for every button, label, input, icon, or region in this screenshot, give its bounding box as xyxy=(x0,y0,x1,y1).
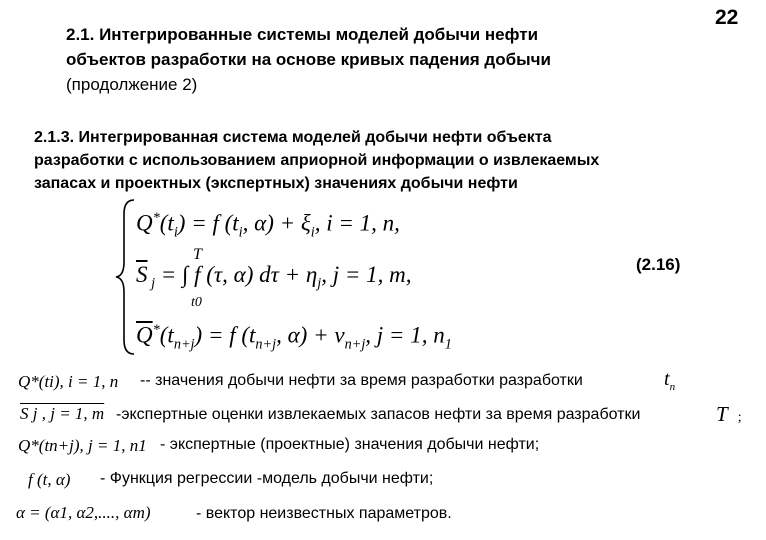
subtitle-line-2: разработки с использованием априорной информации о извлекаемых xyxy=(34,152,600,169)
legend-4-text: - Функция регрессии -модель добычи нефти; xyxy=(100,470,434,487)
subtitle-line-3: запасах и проектных (экспертных) значениях добычи нефти xyxy=(34,175,518,192)
legend-1-text: -- значения добычи нефти за время разработки разработки xyxy=(140,372,583,389)
legend-1-formula: Q*(ti), i = 1, n xyxy=(18,372,119,391)
legend-2-tail: T ; xyxy=(716,402,742,426)
equation-1: $Q^*(t_i) = f$ ($t_i$, $\alpha) + \xi_i$, i = 1, n, xyxy=(136,210,400,241)
legend-2-text: -экспертные оценки извлекаемых запасов нефти за время разработки xyxy=(116,406,641,423)
legend-5-text: - вектор неизвестных параметров. xyxy=(196,505,452,522)
section-subtitle xyxy=(34,126,599,195)
legend-1-tail: $t_n$ xyxy=(664,368,676,393)
title-line-1: 2.1. Интегрированные системы моделей добычи нефти xyxy=(66,25,539,44)
title-line-3: (продолжение 2) xyxy=(66,75,198,94)
equation-number: (2.16) xyxy=(636,255,681,274)
page-number: 22 xyxy=(715,6,739,29)
legend-4-formula: f (t, α) xyxy=(28,470,71,489)
legend-2-formula: S j , j = 1, m xyxy=(20,404,105,423)
equation-3: $\overline{Q}^*(t_{n+j}) = f$ ($t_{n+j}$, $\alpha) + \nu_{n+j}$, j = 1, $n_1$ xyxy=(136,322,452,353)
slide-title xyxy=(66,22,551,97)
legend-5-formula: α = (α1, α2,...., αm) xyxy=(16,503,151,522)
subtitle-line-1: 2.1.3. Интегрированная система моделей добычи нефти объекта xyxy=(34,129,552,146)
legend-3-text: - экспертные (проектные) значения добычи нефти; xyxy=(160,436,540,453)
legend-3-formula: Q*(tn+j), j = 1, n1 xyxy=(18,436,147,455)
title-line-2: объектов разработки на основе кривых падения добычи xyxy=(66,50,551,69)
equation-2: $\overline{S}$ $_j$ = ∫ f (τ, α) $d\tau + \eta_j$, j = 1, m, xyxy=(136,262,412,292)
integral-lower-limit: t0 xyxy=(191,295,202,310)
integral-upper-limit: T xyxy=(193,246,202,263)
